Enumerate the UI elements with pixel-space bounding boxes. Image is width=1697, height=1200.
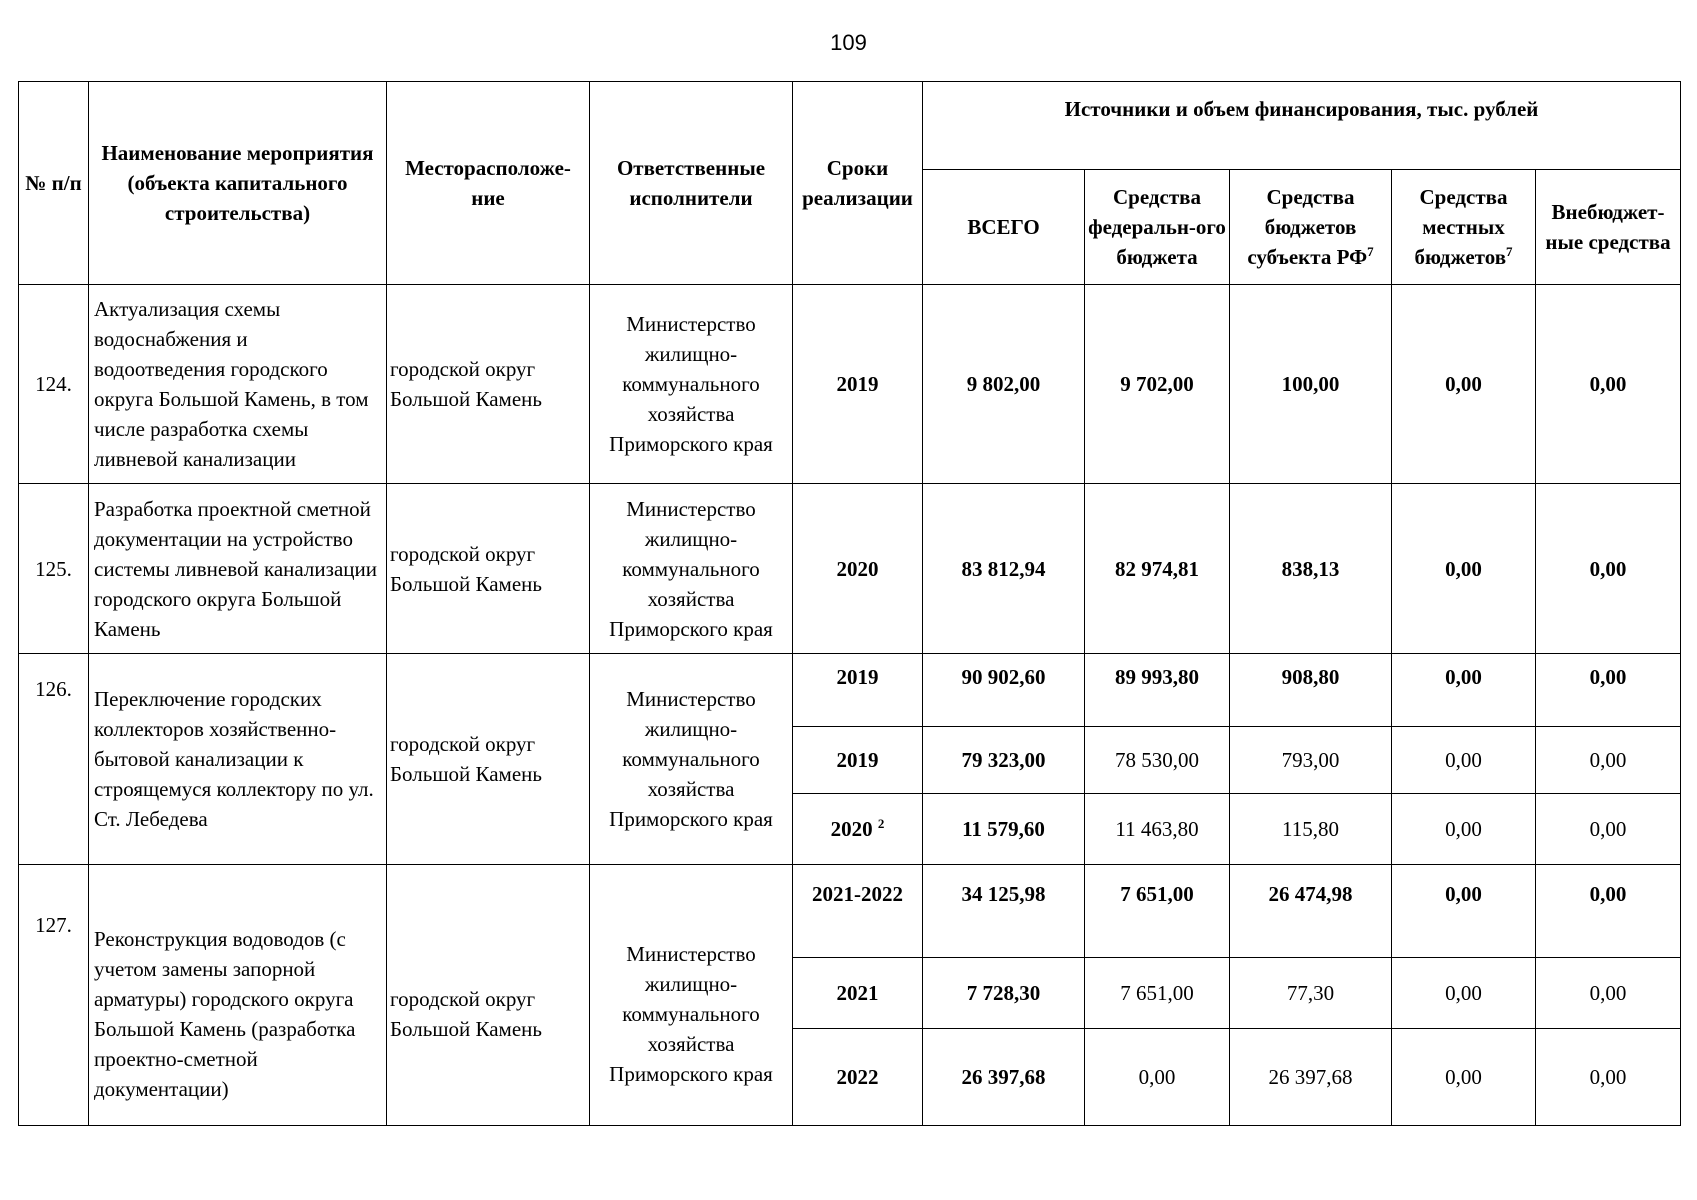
row-local: 0,00	[1392, 484, 1536, 654]
row-local: 0,00	[1392, 654, 1536, 727]
row-extra: 0,00	[1536, 727, 1681, 794]
header-sources: Источники и объем финансирования, тыс. рублей	[923, 82, 1681, 170]
row-local: 0,00	[1392, 865, 1536, 958]
row-subject: 100,00	[1230, 285, 1392, 484]
row-subject: 77,30	[1230, 958, 1392, 1029]
row-subject: 26 397,68	[1230, 1029, 1392, 1126]
row-local: 0,00	[1392, 1029, 1536, 1126]
header-extra: Внебюджет-ные средства	[1536, 170, 1681, 285]
row-term: 2020 $^2$	[793, 794, 923, 865]
row-location: городской округ Большой Камень	[387, 484, 590, 654]
row-term: 2021-2022	[793, 865, 923, 958]
row-subject: 908,80	[1230, 654, 1392, 727]
table-row	[19, 484, 1681, 654]
row-extra: 0,00	[1536, 285, 1681, 484]
row-extra: 0,00	[1536, 958, 1681, 1029]
row-term: 2020	[793, 484, 923, 654]
row-total: 11 579,60	[923, 794, 1085, 865]
row-term: 2022	[793, 1029, 923, 1126]
row-extra: 0,00	[1536, 1029, 1681, 1126]
row-name: Разработка проектной сметной документации на устройство системы ливневой канализации городского округа Большой Камень	[89, 484, 387, 654]
row-federal: 78 530,00	[1085, 727, 1230, 794]
row-federal: 82 974,81	[1085, 484, 1230, 654]
row-location: городской округ Большой Камень	[387, 865, 590, 1126]
row-responsible: Министерство жилищно-коммунального хозяйства Приморского края	[590, 865, 793, 1126]
row-responsible: Министерство жилищно-коммунального хозяйства Приморского края	[590, 484, 793, 654]
row-responsible: Министерство жилищно-коммунального хозяйства Приморского края	[590, 285, 793, 484]
row-total: 79 323,00	[923, 727, 1085, 794]
table-row	[19, 654, 1681, 727]
row-local: 0,00	[1392, 285, 1536, 484]
row-local: 0,00	[1392, 727, 1536, 794]
row-total: 7 728,30	[923, 958, 1085, 1029]
row-term: 2019	[793, 727, 923, 794]
row-extra: 0,00	[1536, 654, 1681, 727]
row-total: 34 125,98	[923, 865, 1085, 958]
header-name: Наименование мероприятия (объекта капитального строительства)	[89, 82, 387, 285]
row-extra: 0,00	[1536, 865, 1681, 958]
row-term: 2019	[793, 654, 923, 727]
header-terms: Сроки реализации	[793, 82, 923, 285]
row-subject: 838,13	[1230, 484, 1392, 654]
row-subject: 115,80	[1230, 794, 1392, 865]
row-name: Переключение городских коллекторов хозяйственно-бытовой канализации к строящемуся коллектору по ул. Ст. Лебедева	[89, 654, 387, 865]
row-total: 83 812,94	[923, 484, 1085, 654]
header-num: № п/п	[19, 82, 89, 285]
header-subject: Средства бюджетов субъекта $РФ^7$	[1230, 170, 1392, 285]
row-location: городской округ Большой Камень	[387, 654, 590, 865]
row-federal: 9 702,00	[1085, 285, 1230, 484]
row-name: Реконструкция водоводов (с учетом замены запорной арматуры) городского округа Большой Камень (разработка проектно-сметной документации)	[89, 865, 387, 1126]
header-federal: Средства федеральн-ого бюджета	[1085, 170, 1230, 285]
row-local: 0,00	[1392, 958, 1536, 1029]
financing-table	[18, 81, 1681, 1126]
header-total: ВСЕГО	[923, 170, 1085, 285]
row-total: 9 802,00	[923, 285, 1085, 484]
row-federal: 7 651,00	[1085, 958, 1230, 1029]
row-number: 126.	[19, 654, 89, 865]
row-number: 124.	[19, 285, 89, 484]
row-number: 125.	[19, 484, 89, 654]
page-number: 109	[830, 30, 867, 55]
header-local: Средства местных бюджетов$^7$	[1392, 170, 1536, 285]
row-term: 2021	[793, 958, 923, 1029]
row-extra: 0,00	[1536, 794, 1681, 865]
row-responsible: Министерство жилищно-коммунального хозяйства Приморского края	[590, 654, 793, 865]
row-federal: 7 651,00	[1085, 865, 1230, 958]
row-federal: 11 463,80	[1085, 794, 1230, 865]
row-federal: 89 993,80	[1085, 654, 1230, 727]
row-local: 0,00	[1392, 794, 1536, 865]
row-subject: 26 474,98	[1230, 865, 1392, 958]
row-number: 127.	[19, 865, 89, 1126]
row-term: 2019	[793, 285, 923, 484]
row-name: Актуализация схемы водоснабжения и водоотведения городского округа Большой Камень, в том числе разработка схемы ливневой канализации	[89, 285, 387, 484]
row-extra: 0,00	[1536, 484, 1681, 654]
row-subject: 793,00	[1230, 727, 1392, 794]
row-total: 26 397,68	[923, 1029, 1085, 1126]
table-row	[19, 865, 1681, 958]
table-row	[19, 285, 1681, 484]
row-federal: 0,00	[1085, 1029, 1230, 1126]
row-total: 90 902,60	[923, 654, 1085, 727]
header-location: Месторасположе-ние	[387, 82, 590, 285]
row-location: городской округ Большой Камень	[387, 285, 590, 484]
header-responsible: Ответственные исполнители	[590, 82, 793, 285]
